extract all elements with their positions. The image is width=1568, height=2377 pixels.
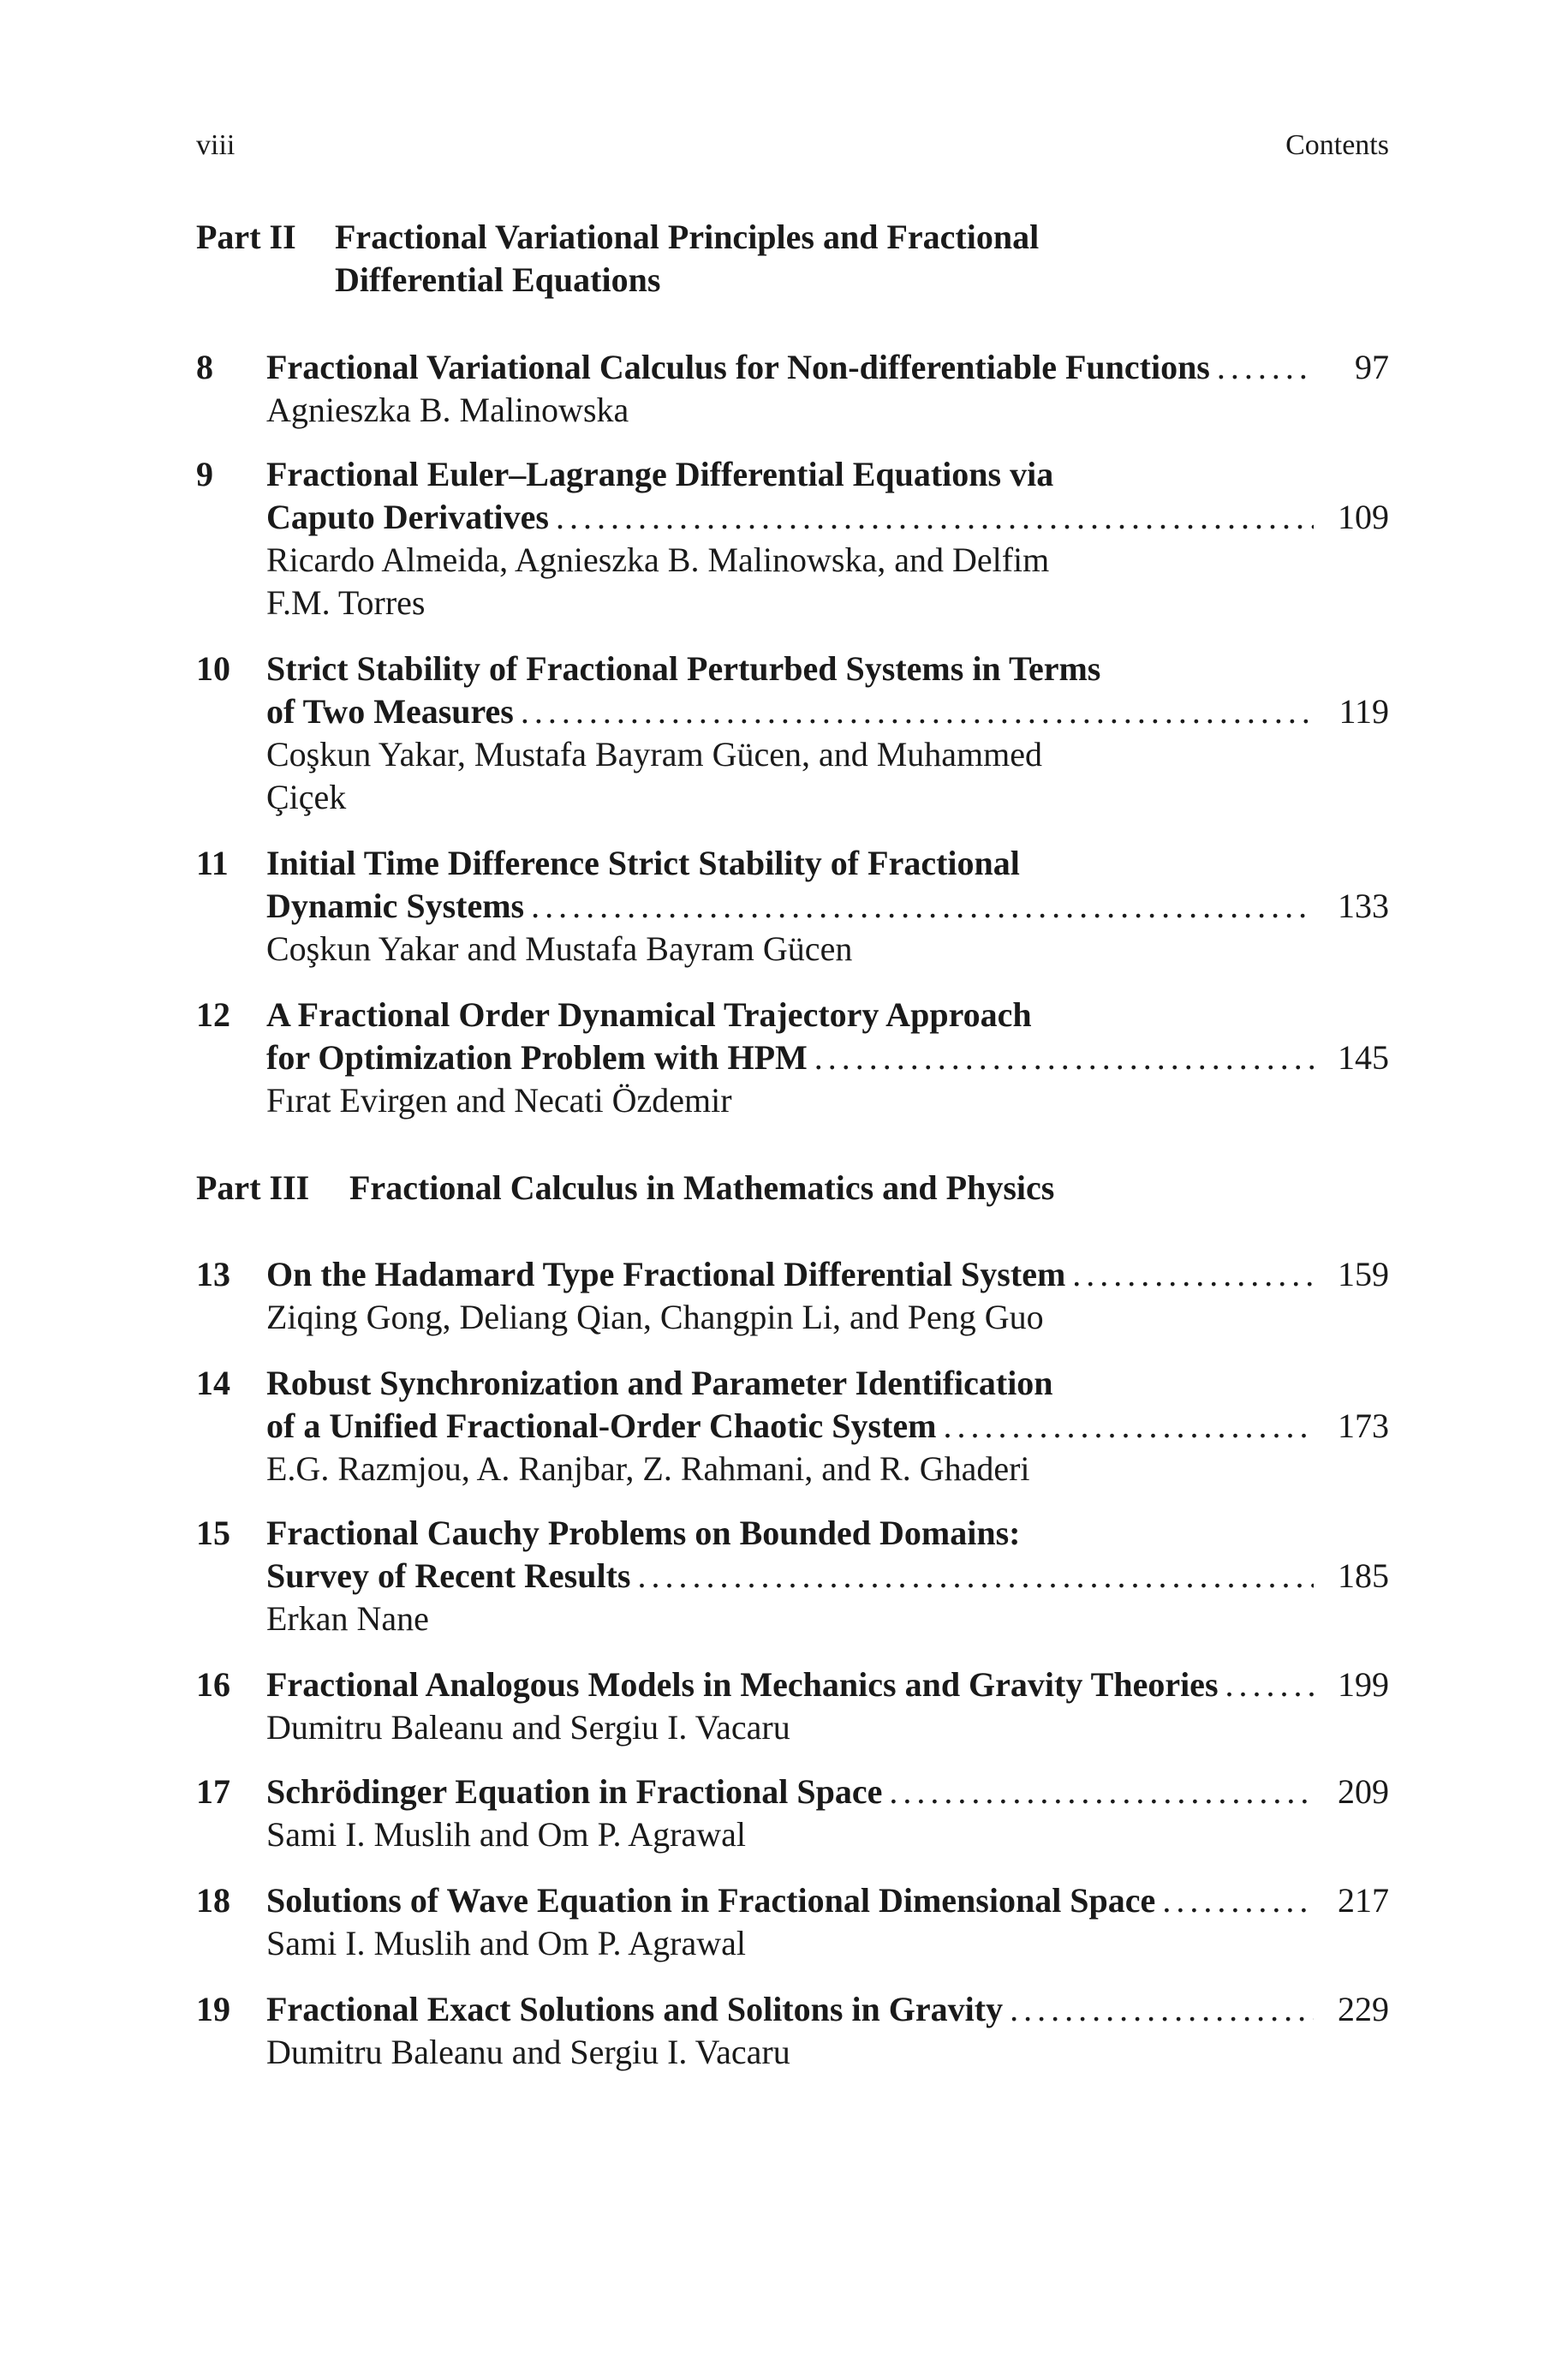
page-ref[interactable]: 133 (1338, 887, 1389, 925)
toc-entry[interactable] (196, 1663, 1389, 1749)
page-ref[interactable]: 97 (1355, 348, 1389, 386)
chapter-authors: Sami I. Muslih and Om P. Agrawal (266, 1924, 746, 1962)
toc-entry[interactable] (196, 1988, 1389, 2074)
dot-leader (1072, 1253, 1314, 1296)
chapter-authors: Fırat Evirgen and Necati Özdemir (266, 1081, 732, 1120)
toc-entry[interactable] (196, 648, 1389, 819)
chapter-authors: Erkan Nane (266, 1599, 429, 1638)
chapter-number: 19 (196, 1990, 230, 2028)
chapter-title-line[interactable]: Robust Synchronization and Parameter Identification (266, 1364, 1053, 1402)
toc-entry[interactable] (196, 1512, 1389, 1640)
dot-leader (1162, 1879, 1314, 1922)
chapter-authors: Çiçek (266, 778, 347, 816)
chapter-title-line[interactable]: Strict Stability of Fractional Perturbed Systems in Terms (266, 649, 1101, 688)
part-title-line: Differential Equations (335, 260, 661, 299)
chapter-authors: Dumitru Baleanu and Sergiu I. Vacaru (266, 1708, 790, 1747)
chapter-title-line[interactable]: Initial Time Difference Strict Stability of Fractional (266, 844, 1020, 882)
page-ref[interactable]: 217 (1338, 1881, 1389, 1920)
dot-leader (889, 1771, 1314, 1813)
page-ref[interactable]: 159 (1338, 1255, 1389, 1293)
dot-leader (1225, 1663, 1314, 1706)
chapter-title-line[interactable]: Schrödinger Equation in Fractional Space (266, 1772, 883, 1811)
chapter-number: 9 (196, 455, 213, 493)
chapter-title-line[interactable]: of a Unified Fractional-Order Chaotic System (266, 1406, 937, 1445)
chapter-title-line[interactable]: Fractional Euler–Lagrange Differential Equations via (266, 455, 1054, 493)
page-ref[interactable]: 199 (1338, 1665, 1389, 1704)
chapter-title-line[interactable]: of Two Measures (266, 692, 514, 731)
chapter-authors: Dumitru Baleanu and Sergiu I. Vacaru (266, 2033, 790, 2071)
chapter-number: 13 (196, 1255, 230, 1293)
page-number: viii (196, 129, 235, 161)
chapter-number: 11 (196, 844, 229, 882)
chapter-number: 12 (196, 995, 230, 1034)
toc-entry[interactable] (196, 1771, 1389, 1856)
dot-leader (531, 885, 1314, 928)
dot-leader (1010, 1988, 1314, 2031)
chapter-title-line[interactable]: Fractional Analogous Models in Mechanics and Gravity Theories (266, 1665, 1219, 1704)
chapter-title-line[interactable]: A Fractional Order Dynamical Trajectory Approach (266, 995, 1032, 1034)
page-ref[interactable]: 229 (1338, 1990, 1389, 2028)
chapter-authors: Sami I. Muslih and Om P. Agrawal (266, 1815, 746, 1854)
dot-leader (521, 690, 1314, 733)
part-label: Part II (196, 218, 296, 256)
chapter-number: 16 (196, 1665, 230, 1704)
page-ref[interactable]: 119 (1338, 692, 1389, 731)
page-ref[interactable]: 185 (1338, 1556, 1389, 1595)
chapter-number: 18 (196, 1881, 230, 1920)
chapter-authors: Ziqing Gong, Deliang Qian, Changpin Li, and Peng Guo (266, 1298, 1044, 1336)
page-ref[interactable]: 209 (1338, 1772, 1389, 1811)
chapter-title-line[interactable]: Survey of Recent Results (266, 1556, 631, 1595)
chapter-number: 8 (196, 348, 213, 386)
chapter-title-line[interactable]: Fractional Exact Solutions and Solitons in Gravity (266, 1990, 1004, 2028)
page-ref[interactable]: 145 (1338, 1038, 1389, 1077)
chapter-authors: E.G. Razmjou, A. Ranjbar, Z. Rahmani, and R. Ghaderi (266, 1449, 1030, 1488)
dot-leader (1217, 346, 1314, 389)
toc-entry[interactable] (196, 1879, 1389, 1965)
chapter-number: 10 (196, 649, 230, 688)
chapter-number: 14 (196, 1364, 230, 1402)
chapter-authors: Coşkun Yakar and Mustafa Bayram Gücen (266, 929, 853, 968)
toc-entry[interactable] (196, 994, 1389, 1122)
chapter-title-line[interactable]: Solutions of Wave Equation in Fractional Dimensional Space (266, 1881, 1156, 1920)
chapter-authors: Agnieszka B. Malinowska (266, 391, 629, 429)
running-title: Contents (1285, 129, 1389, 161)
page-ref[interactable]: 109 (1338, 498, 1389, 536)
chapter-title-line[interactable]: for Optimization Problem with HPM (266, 1038, 808, 1077)
toc-entry[interactable] (196, 842, 1389, 971)
page-ref[interactable]: 173 (1338, 1406, 1389, 1445)
toc-entry[interactable] (196, 453, 1389, 624)
chapter-title-line[interactable]: Dynamic Systems (266, 887, 525, 925)
part-title-line: Fractional Calculus in Mathematics and Physics (349, 1168, 1055, 1207)
chapter-authors: F.M. Torres (266, 583, 426, 622)
dot-leader (556, 496, 1314, 539)
dot-leader (943, 1405, 1314, 1448)
part-label: Part III (196, 1168, 310, 1207)
toc-entry[interactable] (196, 1362, 1389, 1490)
chapter-title-line[interactable]: Fractional Cauchy Problems on Bounded Domains: (266, 1514, 1021, 1552)
chapter-title-line[interactable]: On the Hadamard Type Fractional Differential System (266, 1255, 1066, 1293)
part-title-line: Fractional Variational Principles and Fractional (335, 218, 1040, 256)
chapter-title-line[interactable]: Fractional Variational Calculus for Non-differentiable Functions (266, 348, 1210, 386)
chapter-authors: Ricardo Almeida, Agnieszka B. Malinowska, and Delfim (266, 540, 1050, 579)
chapter-title-line[interactable]: Caputo Derivatives (266, 498, 549, 536)
toc-entry[interactable] (196, 346, 1389, 432)
chapter-authors: Coşkun Yakar, Mustafa Bayram Gücen, and Muhammed (266, 735, 1043, 773)
toc-entry[interactable] (196, 1253, 1389, 1339)
dot-leader (638, 1555, 1315, 1598)
chapter-number: 15 (196, 1514, 230, 1552)
dot-leader (814, 1036, 1314, 1079)
chapter-number: 17 (196, 1772, 230, 1811)
